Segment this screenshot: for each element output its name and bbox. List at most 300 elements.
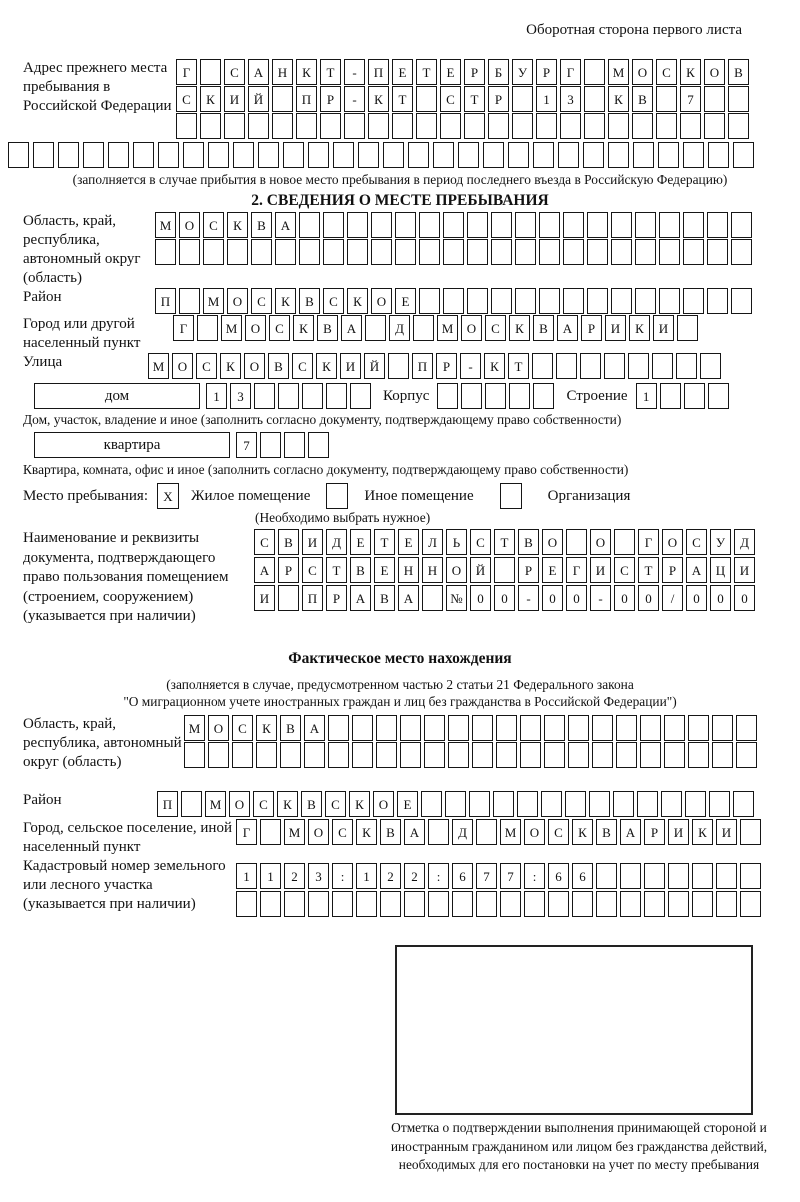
char-cell[interactable]: В	[317, 315, 338, 341]
char-cell[interactable]: Т	[326, 557, 347, 583]
char-cell[interactable]: С	[254, 529, 275, 555]
char-cell[interactable]	[278, 383, 299, 409]
char-cell[interactable]	[419, 212, 440, 238]
char-cell[interactable]	[635, 288, 656, 314]
char-cell[interactable]	[563, 288, 584, 314]
char-cell[interactable]	[548, 891, 569, 917]
char-cell[interactable]	[688, 715, 709, 741]
char-cell[interactable]: -	[460, 353, 481, 379]
char-cell[interactable]: А	[275, 212, 296, 238]
char-cell[interactable]	[208, 742, 229, 768]
char-cell[interactable]: В	[280, 715, 301, 741]
char-cell[interactable]: Г	[566, 557, 587, 583]
char-cell[interactable]: К	[277, 791, 298, 817]
char-cell[interactable]	[584, 86, 605, 112]
char-cell[interactable]: К	[629, 315, 650, 341]
char-cell[interactable]: Р	[278, 557, 299, 583]
char-cell[interactable]	[308, 142, 329, 168]
char-cell[interactable]	[443, 288, 464, 314]
char-cell[interactable]	[592, 715, 613, 741]
char-cell[interactable]: У	[710, 529, 731, 555]
char-cell[interactable]	[740, 891, 761, 917]
char-cell[interactable]	[709, 791, 730, 817]
char-cell[interactable]	[716, 863, 737, 889]
char-cell[interactable]	[616, 715, 637, 741]
char-cell[interactable]	[365, 315, 386, 341]
char-cell[interactable]	[556, 353, 577, 379]
char-cell[interactable]: 6	[548, 863, 569, 889]
char-cell[interactable]	[611, 288, 632, 314]
char-cell[interactable]	[541, 791, 562, 817]
char-cell[interactable]: К	[608, 86, 629, 112]
char-cell[interactable]: С	[292, 353, 313, 379]
char-cell[interactable]	[683, 239, 704, 265]
char-cell[interactable]: К	[572, 819, 593, 845]
char-cell[interactable]	[494, 557, 515, 583]
char-cell[interactable]	[688, 742, 709, 768]
char-cell[interactable]	[620, 863, 641, 889]
char-cell[interactable]	[633, 142, 654, 168]
char-cell[interactable]: К	[484, 353, 505, 379]
char-cell[interactable]	[589, 791, 610, 817]
char-cell[interactable]	[515, 212, 536, 238]
char-cell[interactable]: О	[590, 529, 611, 555]
char-cell[interactable]	[496, 715, 517, 741]
char-cell[interactable]: А	[557, 315, 578, 341]
char-cell[interactable]	[640, 742, 661, 768]
char-cell[interactable]	[604, 353, 625, 379]
char-cell[interactable]	[668, 891, 689, 917]
char-cell[interactable]: 0	[638, 585, 659, 611]
char-cell[interactable]: Т	[494, 529, 515, 555]
char-cell[interactable]	[284, 432, 305, 458]
char-cell[interactable]	[108, 142, 129, 168]
char-cell[interactable]	[485, 383, 506, 409]
char-cell[interactable]: С	[325, 791, 346, 817]
char-cell[interactable]	[388, 353, 409, 379]
char-cell[interactable]: 1	[236, 863, 257, 889]
char-cell[interactable]: Т	[464, 86, 485, 112]
char-cell[interactable]	[392, 113, 413, 139]
char-cell[interactable]	[664, 715, 685, 741]
char-cell[interactable]	[232, 742, 253, 768]
char-cell[interactable]: М	[608, 59, 629, 85]
char-cell[interactable]: С	[332, 819, 353, 845]
char-cell[interactable]: Е	[392, 59, 413, 85]
char-cell[interactable]: Г	[236, 819, 257, 845]
char-cell[interactable]: К	[356, 819, 377, 845]
char-cell[interactable]: М	[203, 288, 224, 314]
char-cell[interactable]	[707, 239, 728, 265]
char-cell[interactable]	[395, 239, 416, 265]
char-cell[interactable]	[433, 142, 454, 168]
char-cell[interactable]	[233, 142, 254, 168]
char-cell[interactable]	[254, 383, 275, 409]
char-cell[interactable]	[283, 142, 304, 168]
char-cell[interactable]	[155, 239, 176, 265]
char-cell[interactable]	[616, 742, 637, 768]
char-cell[interactable]	[728, 113, 749, 139]
char-cell[interactable]	[572, 891, 593, 917]
char-cell[interactable]: С	[302, 557, 323, 583]
char-cell[interactable]: 7	[236, 432, 257, 458]
char-cell[interactable]	[683, 142, 704, 168]
char-cell[interactable]	[635, 239, 656, 265]
char-cell[interactable]: С	[269, 315, 290, 341]
char-cell[interactable]	[692, 863, 713, 889]
char-cell[interactable]	[565, 791, 586, 817]
char-cell[interactable]: Н	[272, 59, 293, 85]
char-cell[interactable]	[731, 212, 752, 238]
char-cell[interactable]: М	[155, 212, 176, 238]
char-cell[interactable]	[320, 113, 341, 139]
char-cell[interactable]	[248, 113, 269, 139]
char-cell[interactable]	[584, 113, 605, 139]
char-cell[interactable]	[200, 59, 221, 85]
char-cell[interactable]	[352, 715, 373, 741]
char-cell[interactable]	[328, 715, 349, 741]
char-cell[interactable]	[539, 212, 560, 238]
char-cell[interactable]	[491, 288, 512, 314]
char-cell[interactable]	[323, 239, 344, 265]
char-cell[interactable]	[344, 113, 365, 139]
char-cell[interactable]	[458, 142, 479, 168]
char-cell[interactable]: 7	[680, 86, 701, 112]
char-cell[interactable]	[347, 239, 368, 265]
char-cell[interactable]: М	[205, 791, 226, 817]
char-cell[interactable]: К	[220, 353, 241, 379]
char-cell[interactable]: С	[614, 557, 635, 583]
char-cell[interactable]: С	[686, 529, 707, 555]
char-cell[interactable]	[539, 288, 560, 314]
char-cell[interactable]	[376, 742, 397, 768]
char-cell[interactable]: И	[716, 819, 737, 845]
checkbox-organizatsiya[interactable]	[500, 483, 522, 509]
char-cell[interactable]: К	[316, 353, 337, 379]
char-cell[interactable]	[524, 891, 545, 917]
char-cell[interactable]: И	[734, 557, 755, 583]
char-cell[interactable]	[476, 819, 497, 845]
char-cell[interactable]	[304, 742, 325, 768]
char-cell[interactable]	[644, 891, 665, 917]
char-cell[interactable]: Л	[422, 529, 443, 555]
char-cell[interactable]	[260, 432, 281, 458]
char-cell[interactable]: Р	[488, 86, 509, 112]
char-cell[interactable]: Г	[173, 315, 194, 341]
char-cell[interactable]	[628, 353, 649, 379]
char-cell[interactable]: П	[412, 353, 433, 379]
char-cell[interactable]: 3	[560, 86, 581, 112]
char-cell[interactable]: К	[349, 791, 370, 817]
char-cell[interactable]	[659, 212, 680, 238]
char-cell[interactable]: В	[278, 529, 299, 555]
char-cell[interactable]	[296, 113, 317, 139]
char-cell[interactable]	[512, 86, 533, 112]
char-cell[interactable]: 0	[566, 585, 587, 611]
char-cell[interactable]	[443, 239, 464, 265]
char-cell[interactable]	[413, 315, 434, 341]
char-cell[interactable]	[728, 86, 749, 112]
char-cell[interactable]	[376, 715, 397, 741]
char-cell[interactable]: А	[620, 819, 641, 845]
char-cell[interactable]: -	[344, 59, 365, 85]
char-cell[interactable]	[740, 819, 761, 845]
char-cell[interactable]: В	[728, 59, 749, 85]
char-cell[interactable]	[448, 742, 469, 768]
char-cell[interactable]: Р	[464, 59, 485, 85]
char-cell[interactable]	[733, 142, 754, 168]
char-cell[interactable]: Т	[320, 59, 341, 85]
char-cell[interactable]: И	[668, 819, 689, 845]
char-cell[interactable]	[704, 113, 725, 139]
char-cell[interactable]: Р	[644, 819, 665, 845]
char-cell[interactable]	[424, 715, 445, 741]
char-cell[interactable]: С	[224, 59, 245, 85]
char-cell[interactable]	[712, 715, 733, 741]
char-cell[interactable]	[251, 239, 272, 265]
char-cell[interactable]	[350, 383, 371, 409]
char-cell[interactable]	[197, 315, 218, 341]
char-cell[interactable]: К	[227, 212, 248, 238]
char-cell[interactable]: О	[179, 212, 200, 238]
char-cell[interactable]: :	[524, 863, 545, 889]
char-cell[interactable]	[133, 142, 154, 168]
char-cell[interactable]	[731, 239, 752, 265]
char-cell[interactable]: С	[548, 819, 569, 845]
char-cell[interactable]	[596, 891, 617, 917]
char-cell[interactable]	[532, 353, 553, 379]
char-cell[interactable]	[467, 239, 488, 265]
char-cell[interactable]	[568, 715, 589, 741]
char-cell[interactable]: О	[542, 529, 563, 555]
checkbox-zhiloe[interactable]: X	[157, 483, 179, 509]
char-cell[interactable]: О	[227, 288, 248, 314]
char-cell[interactable]: К	[296, 59, 317, 85]
char-cell[interactable]	[83, 142, 104, 168]
char-cell[interactable]	[400, 715, 421, 741]
char-cell[interactable]: Р	[436, 353, 457, 379]
char-cell[interactable]	[491, 212, 512, 238]
char-cell[interactable]	[712, 742, 733, 768]
char-cell[interactable]: А	[254, 557, 275, 583]
char-cell[interactable]	[731, 288, 752, 314]
char-cell[interactable]: Е	[397, 791, 418, 817]
char-cell[interactable]: О	[373, 791, 394, 817]
char-cell[interactable]	[668, 863, 689, 889]
char-cell[interactable]	[326, 383, 347, 409]
char-cell[interactable]	[736, 742, 757, 768]
char-cell[interactable]: И	[224, 86, 245, 112]
char-cell[interactable]: /	[662, 585, 683, 611]
char-cell[interactable]: М	[221, 315, 242, 341]
char-cell[interactable]: С	[196, 353, 217, 379]
char-cell[interactable]	[584, 59, 605, 85]
char-cell[interactable]: К	[293, 315, 314, 341]
char-cell[interactable]	[692, 891, 713, 917]
char-cell[interactable]	[424, 742, 445, 768]
char-cell[interactable]: Р	[518, 557, 539, 583]
char-cell[interactable]: Е	[350, 529, 371, 555]
char-cell[interactable]: 2	[380, 863, 401, 889]
char-cell[interactable]: :	[332, 863, 353, 889]
char-cell[interactable]: Д	[452, 819, 473, 845]
char-cell[interactable]: 0	[494, 585, 515, 611]
char-cell[interactable]	[395, 212, 416, 238]
char-cell[interactable]: Ь	[446, 529, 467, 555]
char-cell[interactable]	[500, 891, 521, 917]
char-cell[interactable]: К	[368, 86, 389, 112]
char-cell[interactable]	[258, 142, 279, 168]
char-cell[interactable]: Р	[581, 315, 602, 341]
char-cell[interactable]	[580, 353, 601, 379]
char-cell[interactable]	[509, 383, 530, 409]
char-cell[interactable]	[659, 288, 680, 314]
char-cell[interactable]	[323, 212, 344, 238]
char-cell[interactable]	[614, 529, 635, 555]
char-cell[interactable]	[467, 288, 488, 314]
char-cell[interactable]: -	[590, 585, 611, 611]
char-cell[interactable]: С	[176, 86, 197, 112]
char-cell[interactable]	[347, 212, 368, 238]
char-cell[interactable]: И	[302, 529, 323, 555]
char-cell[interactable]: 1	[206, 383, 227, 409]
char-cell[interactable]	[658, 142, 679, 168]
char-cell[interactable]: О	[245, 315, 266, 341]
char-cell[interactable]	[700, 353, 721, 379]
char-cell[interactable]	[437, 383, 458, 409]
char-cell[interactable]	[476, 891, 497, 917]
char-cell[interactable]: С	[440, 86, 461, 112]
char-cell[interactable]: М	[437, 315, 458, 341]
char-cell[interactable]	[587, 288, 608, 314]
char-cell[interactable]: П	[302, 585, 323, 611]
char-cell[interactable]	[380, 891, 401, 917]
char-cell[interactable]	[491, 239, 512, 265]
char-cell[interactable]	[644, 863, 665, 889]
char-cell[interactable]: И	[254, 585, 275, 611]
char-cell[interactable]: В	[518, 529, 539, 555]
char-cell[interactable]: О	[524, 819, 545, 845]
char-cell[interactable]	[419, 288, 440, 314]
char-cell[interactable]	[461, 383, 482, 409]
char-cell[interactable]: Г	[176, 59, 197, 85]
char-cell[interactable]: М	[500, 819, 521, 845]
char-cell[interactable]: -	[518, 585, 539, 611]
char-cell[interactable]: О	[172, 353, 193, 379]
char-cell[interactable]	[400, 742, 421, 768]
char-cell[interactable]	[428, 819, 449, 845]
char-cell[interactable]	[632, 113, 653, 139]
char-cell[interactable]	[512, 113, 533, 139]
char-cell[interactable]: Й	[364, 353, 385, 379]
char-cell[interactable]: И	[340, 353, 361, 379]
char-cell[interactable]: М	[148, 353, 169, 379]
char-cell[interactable]	[183, 142, 204, 168]
char-cell[interactable]	[440, 113, 461, 139]
char-cell[interactable]	[520, 742, 541, 768]
char-cell[interactable]	[358, 142, 379, 168]
char-cell[interactable]: 1	[636, 383, 657, 409]
char-cell[interactable]	[683, 288, 704, 314]
char-cell[interactable]: Ц	[710, 557, 731, 583]
char-cell[interactable]: О	[244, 353, 265, 379]
char-cell[interactable]	[352, 742, 373, 768]
char-cell[interactable]	[611, 239, 632, 265]
char-cell[interactable]	[8, 142, 29, 168]
char-cell[interactable]	[508, 142, 529, 168]
char-cell[interactable]	[422, 585, 443, 611]
char-cell[interactable]	[493, 791, 514, 817]
char-cell[interactable]	[563, 212, 584, 238]
char-cell[interactable]	[637, 791, 658, 817]
char-cell[interactable]: О	[229, 791, 250, 817]
char-cell[interactable]	[680, 113, 701, 139]
char-cell[interactable]	[544, 715, 565, 741]
char-cell[interactable]: Н	[398, 557, 419, 583]
char-cell[interactable]: Т	[374, 529, 395, 555]
char-cell[interactable]: 3	[230, 383, 251, 409]
char-cell[interactable]	[408, 142, 429, 168]
char-cell[interactable]	[179, 288, 200, 314]
char-cell[interactable]	[299, 239, 320, 265]
char-cell[interactable]	[236, 891, 257, 917]
char-cell[interactable]	[664, 742, 685, 768]
char-cell[interactable]: Т	[416, 59, 437, 85]
char-cell[interactable]	[592, 742, 613, 768]
char-cell[interactable]: 6	[572, 863, 593, 889]
char-cell[interactable]	[656, 86, 677, 112]
char-cell[interactable]: 0	[686, 585, 707, 611]
char-cell[interactable]: В	[380, 819, 401, 845]
char-cell[interactable]: -	[344, 86, 365, 112]
char-cell[interactable]	[517, 791, 538, 817]
char-cell[interactable]	[356, 891, 377, 917]
char-cell[interactable]	[635, 212, 656, 238]
char-cell[interactable]	[332, 891, 353, 917]
char-cell[interactable]	[299, 212, 320, 238]
char-cell[interactable]: 7	[476, 863, 497, 889]
char-cell[interactable]: Д	[326, 529, 347, 555]
char-cell[interactable]: М	[284, 819, 305, 845]
char-cell[interactable]: О	[662, 529, 683, 555]
char-cell[interactable]: Й	[248, 86, 269, 112]
char-cell[interactable]: Р	[320, 86, 341, 112]
char-cell[interactable]: К	[509, 315, 530, 341]
char-cell[interactable]: К	[200, 86, 221, 112]
char-cell[interactable]: Е	[374, 557, 395, 583]
char-cell[interactable]	[676, 353, 697, 379]
char-cell[interactable]	[587, 239, 608, 265]
char-cell[interactable]	[661, 791, 682, 817]
char-cell[interactable]: Р	[326, 585, 347, 611]
char-cell[interactable]	[371, 239, 392, 265]
char-cell[interactable]: А	[341, 315, 362, 341]
char-cell[interactable]	[302, 383, 323, 409]
char-cell[interactable]	[333, 142, 354, 168]
char-cell[interactable]	[659, 239, 680, 265]
char-cell[interactable]	[560, 113, 581, 139]
char-cell[interactable]: П	[296, 86, 317, 112]
char-cell[interactable]: В	[299, 288, 320, 314]
char-cell[interactable]: Р	[536, 59, 557, 85]
char-cell[interactable]	[419, 239, 440, 265]
char-cell[interactable]	[179, 239, 200, 265]
char-cell[interactable]: О	[704, 59, 725, 85]
char-cell[interactable]	[708, 142, 729, 168]
char-cell[interactable]: А	[398, 585, 419, 611]
char-cell[interactable]: И	[590, 557, 611, 583]
char-cell[interactable]	[733, 791, 754, 817]
